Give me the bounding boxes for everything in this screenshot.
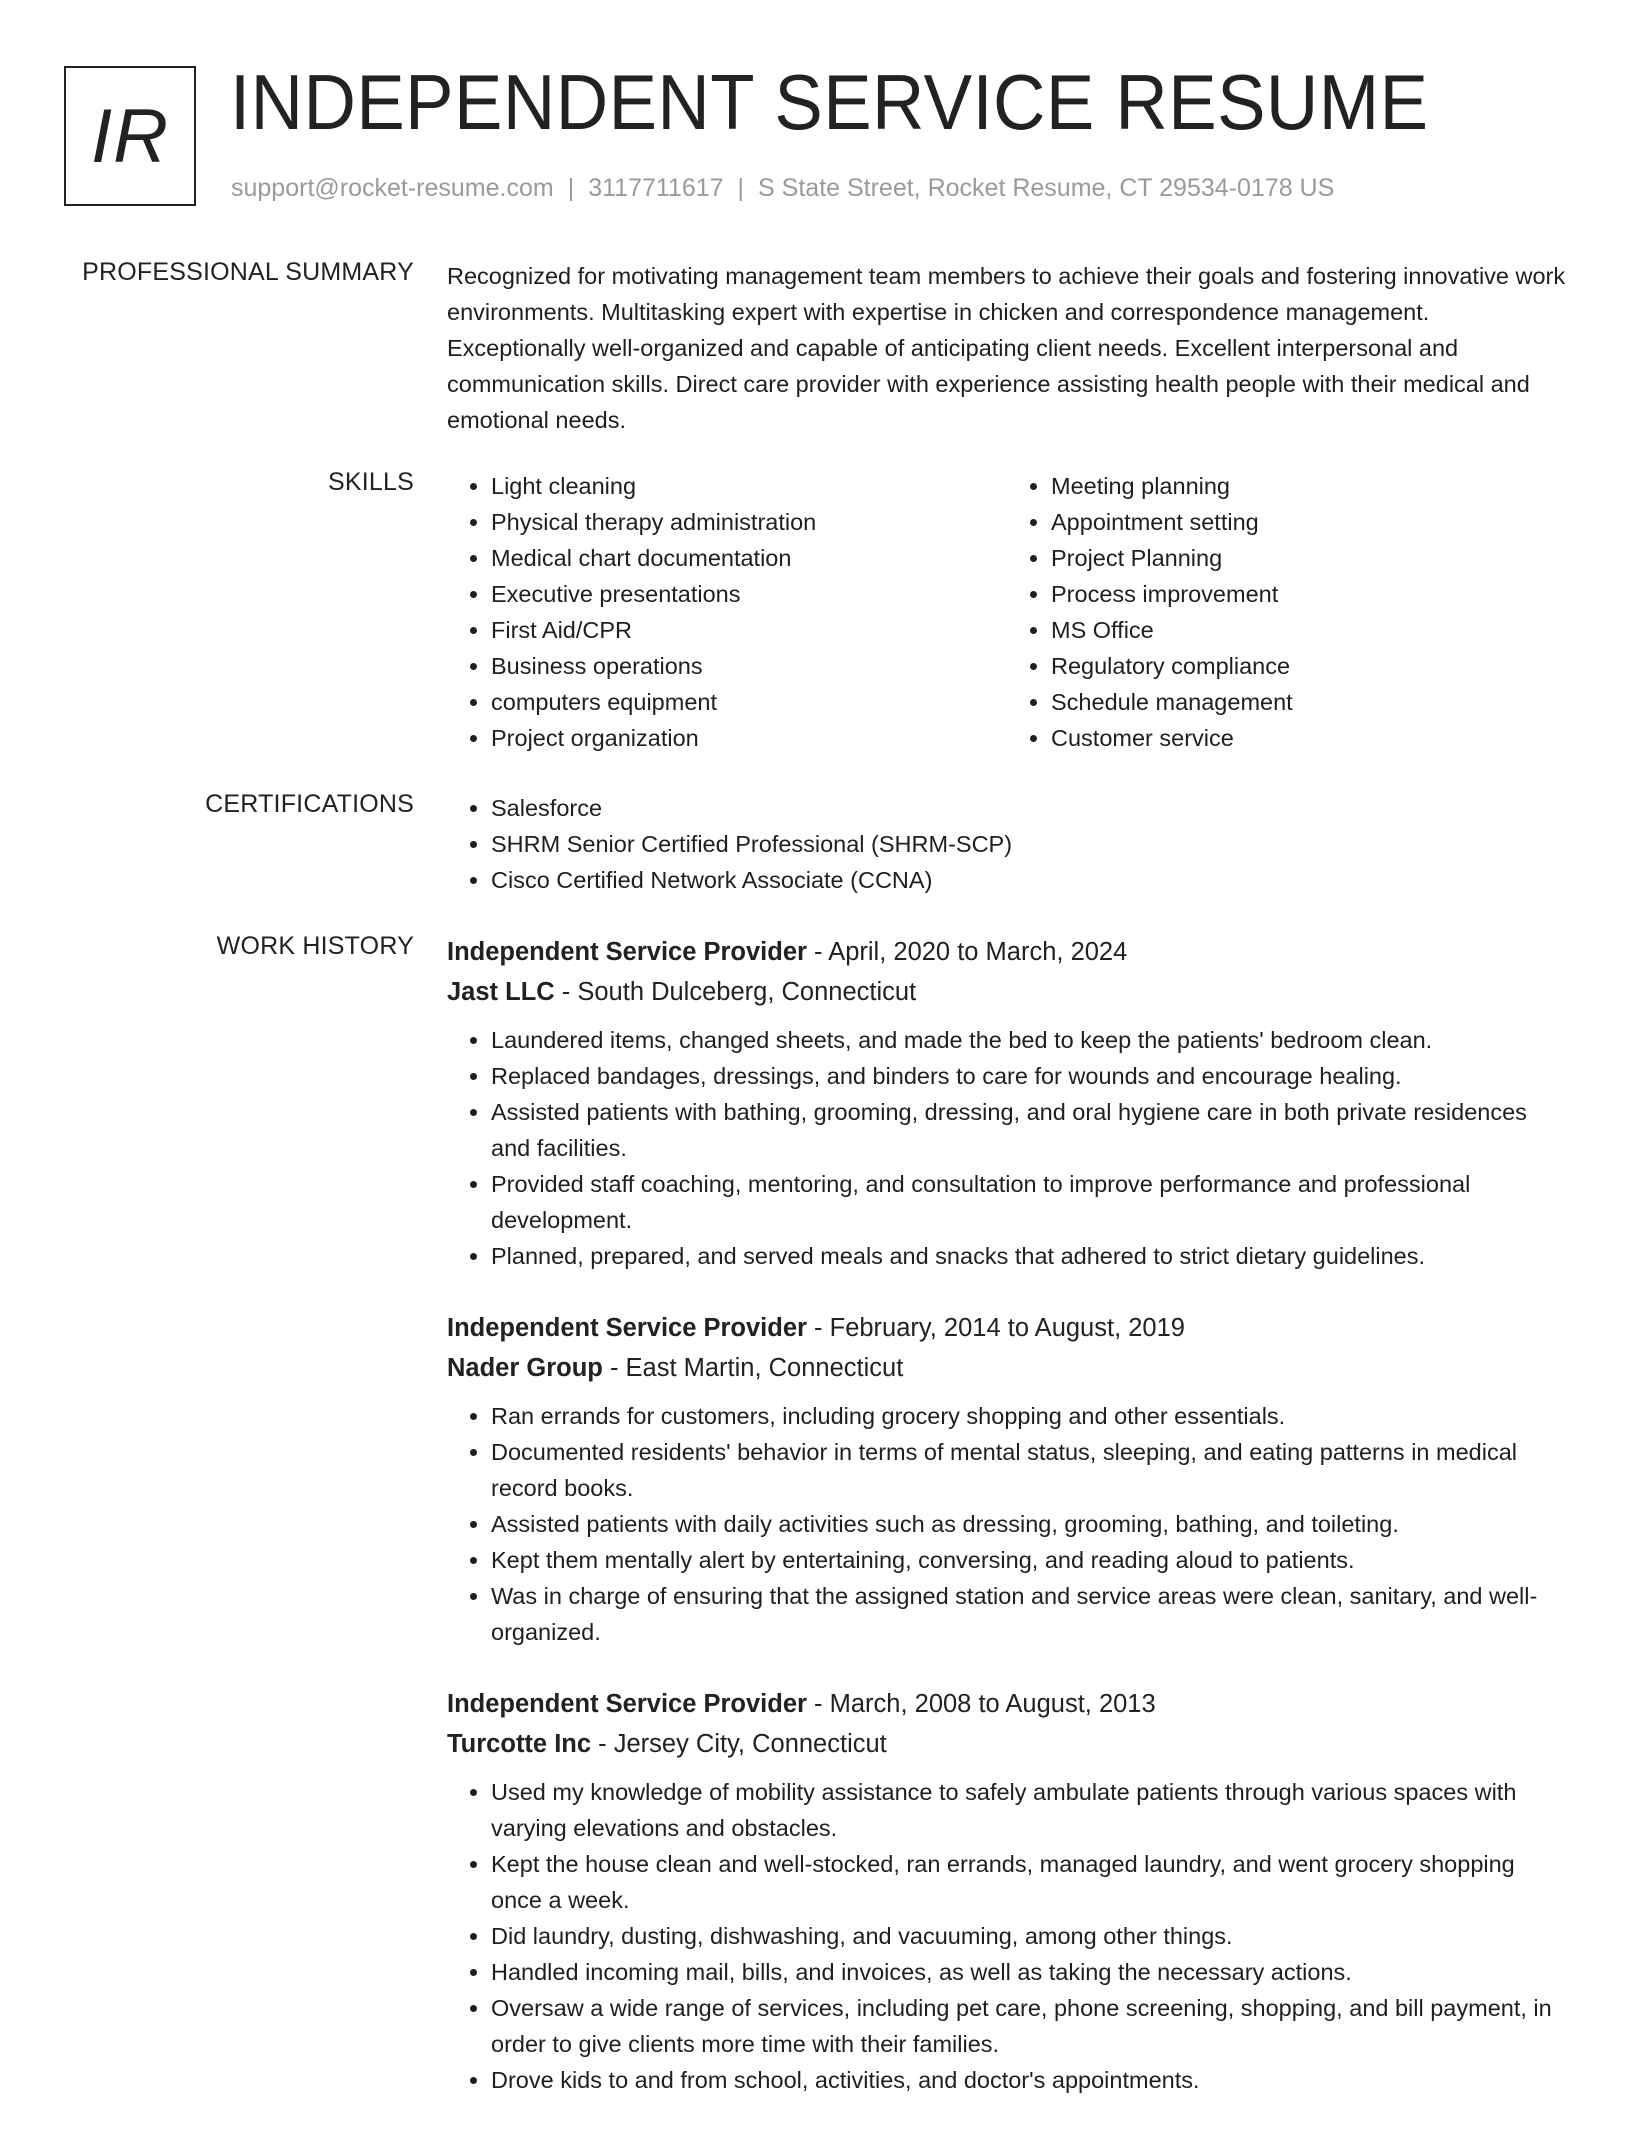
skills-list-left [447,468,1007,756]
skills-body [447,468,1567,756]
job-company: Turcotte Inc [447,1730,592,1758]
job-duty: • Replaced bandages, dressings, and binders to care for wounds and encourage healing. [491,1058,1567,1094]
work-history-body [447,932,1567,2132]
job-location: - Jersey City, Connecticut [591,1730,887,1758]
job-duty: • Was in charge of ensuring that the assigned station and service areas were clean, sanitary, and well-organized. [491,1578,1567,1650]
skill-item: • Appointment setting [1051,504,1567,540]
job-dates: - February, 2014 to August, 2019 [806,1314,1185,1342]
job-duty: • Did laundry, dusting, dishwashing, and vacuuming, among other things. [491,1918,1567,1954]
job-duty: • Handled incoming mail, bills, and invoices, as well as taking the necessary actions. [491,1954,1567,1990]
job-duty: • Documented residents' behavior in terms of mental status, sleeping, and eating patterns in medical record books. [491,1434,1567,1506]
summary-text: Recognized for motivating management team members to achieve their goals and fostering innovative work environments. Multitasking expert with expertise in chicken and correspondence management. Exceptionally well-organized and capable of anticipating client needs. Excellent interpersonal and communication skills. Direct care provider with experience assisting health people with their medical and emotional needs. [447,263,1566,433]
contact-address: S State Street, Rocket Resume, CT 29534-0178 US [758,174,1335,202]
job-entry [447,932,1567,1274]
job-entry [447,1684,1567,2098]
skill-item: • Medical chart documentation [491,540,1007,576]
job-title: Independent Service Provider [447,1690,807,1718]
job-duty: • Kept them mentally alert by entertaining, conversing, and reading aloud to patients. [491,1542,1567,1578]
skill-item: • Business operations [491,648,1007,684]
job-duty: • Planned, prepared, and served meals and snacks that adhered to strict dietary guidelines. [491,1238,1567,1274]
certification-item: • Cisco Certified Network Associate (CCNA) [491,862,1567,898]
job-duty: • Oversaw a wide range of services, including pet care, phone screening, shopping, and bill payment, in order to give clients more time with their families. [491,1990,1567,2062]
work-history-heading: WORK HISTORY [216,932,414,960]
skill-item: • Customer service [1051,720,1567,756]
job-title: Independent Service Provider [447,1314,807,1342]
job-company-line [447,972,1567,1012]
job-duty: • Provided staff coaching, mentoring, and consultation to improve performance and professional development. [491,1166,1567,1238]
summary-heading: PROFESSIONAL SUMMARY [82,258,414,286]
certifications-list [447,790,1567,898]
contact-phone: 3117711617 [588,174,724,202]
job-dates: - April, 2020 to March, 2024 [806,938,1128,966]
skill-item: • Meeting planning [1051,468,1567,504]
skill-item: • Project organization [491,720,1007,756]
job-duty: • Assisted patients with daily activities such as dressing, grooming, bathing, and toileting. [491,1506,1567,1542]
skill-item: • First Aid/CPR [491,612,1007,648]
job-duties [447,1398,1567,1650]
certification-item: • SHRM Senior Certified Professional (SHRM-SCP) [491,826,1567,862]
contact-separator: | [567,174,575,202]
summary-body [447,258,1567,438]
contact-separator: | [737,174,745,202]
monogram-logo: IR [64,66,196,206]
job-title-line [447,1684,1567,1724]
job-duties [447,1774,1567,2098]
skill-item: • Physical therapy administration [491,504,1007,540]
job-location: - East Martin, Connecticut [602,1354,904,1382]
job-duty: • Assisted patients with bathing, grooming, dressing, and oral hygiene care in both private residences and facilities. [491,1094,1567,1166]
job-location: - South Dulceberg, Connecticut [554,978,917,1006]
job-title-line [447,1308,1567,1348]
certification-item: • Salesforce [491,790,1567,826]
skill-item: • computers equipment [491,684,1007,720]
certifications-body [447,790,1567,898]
job-duty: • Ran errands for customers, including grocery shopping and other essentials. [491,1398,1567,1434]
contact-email: support@rocket-resume.com [231,174,554,202]
job-company-line [447,1348,1567,1388]
skill-item: • MS Office [1051,612,1567,648]
skill-item: • Schedule management [1051,684,1567,720]
skill-item: • Project Planning [1051,540,1567,576]
job-duty: • Kept the house clean and well-stocked, ran errands, managed laundry, and went grocery shopping once a week. [491,1846,1567,1918]
skill-item: • Executive presentations [491,576,1007,612]
job-company-line [447,1724,1567,1764]
skill-item: • Process improvement [1051,576,1567,612]
job-duty: • Drove kids to and from school, activities, and doctor's appointments. [491,2062,1567,2098]
contact-line [231,174,1334,203]
skill-item: • Regulatory compliance [1051,648,1567,684]
skills-heading: SKILLS [328,468,414,496]
certifications-heading: CERTIFICATIONS [205,790,414,818]
job-dates: - March, 2008 to August, 2013 [806,1690,1156,1718]
job-company: Jast LLC [447,978,555,1006]
skill-item: • Light cleaning [491,468,1007,504]
job-duty: • Laundered items, changed sheets, and made the bed to keep the patients' bedroom clean. [491,1022,1567,1058]
job-title-line [447,932,1567,972]
resume-title: INDEPENDENT SERVICE RESUME [230,58,1429,146]
job-duty: • Used my knowledge of mobility assistance to safely ambulate patients through various spaces with varying elevations and obstacles. [491,1774,1567,1846]
skills-list-right [1007,468,1567,756]
job-company: Nader Group [447,1354,603,1382]
job-entry [447,1308,1567,1650]
job-duties [447,1022,1567,1274]
job-title: Independent Service Provider [447,938,807,966]
